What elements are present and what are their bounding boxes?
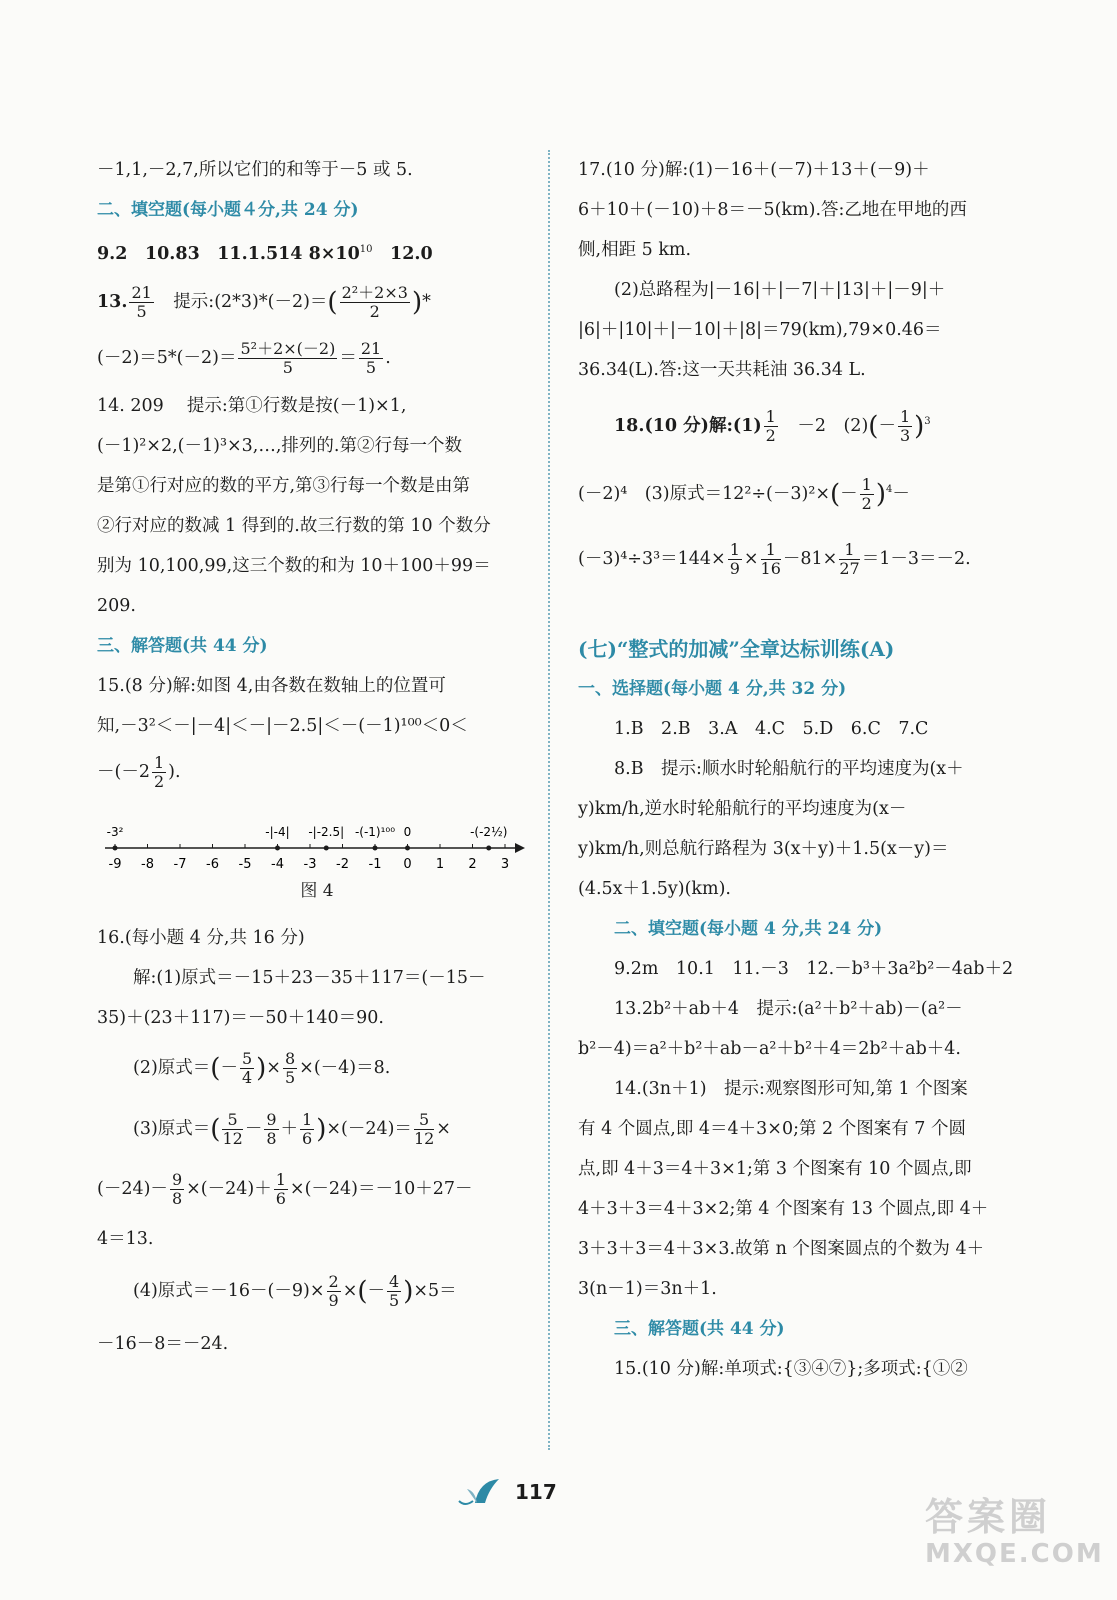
- answer-16-line: －16－8＝－24.: [97, 1333, 229, 1354]
- fraction: $\frac{1}{16}$: [760, 539, 781, 578]
- answer-15-line: －(－2 $\frac{1}{2}$ ).: [97, 753, 181, 792]
- figure-caption: 图 4: [300, 881, 334, 902]
- fraction: $\frac{5}{4}$: [241, 1049, 253, 1088]
- point-label: -|-4|: [265, 825, 290, 840]
- answer-16-head: 16.(每小题 4 分,共 16 分): [97, 928, 305, 949]
- page-number: 117: [515, 1480, 557, 1504]
- answer-16-line: (3)原式＝( $\frac{5}{12}$ － $\frac{9}{8}$ ＋ $\frac{1}{6}$ )×(－24)＝ $\frac{5}{12}$ ×: [133, 1109, 451, 1148]
- answer-9-12: 9.2 10.83 11.1.514 $8\times 10^{10}$ 12.0: [97, 243, 433, 264]
- point-label: -(-2½): [470, 825, 508, 840]
- fraction: $\frac{9}{8}$: [266, 1109, 277, 1148]
- answer-14-line: ②行对应的数减 1 得到的.故三行数的第 10 个数分: [97, 516, 491, 537]
- section-heading: 三、解答题(共 44 分): [614, 1318, 785, 1339]
- fraction: $\frac{1}{2}$: [765, 406, 776, 445]
- fraction: $\frac{\text{5²＋2×(－2)}}{5}$: [240, 339, 336, 378]
- answer-8-line: (4.5x＋1.5y)(km).: [578, 878, 731, 899]
- fraction: $\frac{1}{6}$: [275, 1170, 286, 1209]
- point-dot: [405, 846, 410, 851]
- fraction: $\frac{21}{5}$: [131, 282, 152, 321]
- number-line-svg: [97, 806, 537, 876]
- point-label: -|-2.5|: [308, 825, 345, 840]
- fraction: $\frac{21}{5}$: [360, 339, 382, 378]
- tick-label: -6: [206, 857, 219, 873]
- tick-label: 1: [435, 857, 445, 873]
- publisher-logo-icon: [455, 1475, 505, 1513]
- text-line: －1,1,－2,7,所以它们的和等于－5 或 5.: [97, 160, 413, 180]
- answer-15-line: 15.(10 分)解:单项式:{③④⑦};多项式:{①②: [614, 1358, 968, 1379]
- answer-17-line: 6＋10＋(－10)＋8＝－5(km).答:乙地在甲地的西: [578, 200, 967, 220]
- answer-17-line: 36.34(L).答:这一天共耗油 36.34 L.: [578, 360, 866, 380]
- watermark-logo-text: 答案圈: [925, 1495, 1052, 1539]
- answer-8-line: 8.B 提示:顺水时轮船航行的平均速度为(x＋: [614, 758, 964, 779]
- answer-14-line: 3＋3＋3＝4＋3×3.故第 n 个图案圆点的个数为 4＋: [578, 1238, 985, 1259]
- fraction: $\frac{1}{9}$: [729, 539, 740, 578]
- tick-label: 0: [403, 857, 412, 873]
- answer-16-line: (－24)－ $\frac{9}{8}$ ×(－24)＋ $\frac{1}{6}$ ×(－24)＝－10＋27－: [97, 1170, 473, 1209]
- answer-8-line: y)km/h,则总航行路程为 3(x＋y)＋1.5(x－y)＝: [578, 838, 949, 859]
- answer-18-line: 18.(10 分)解:(1) $\frac{1}{2}$ －2 (2)(－ $\frac{1}{3}$ )$^3$: [614, 406, 931, 445]
- fraction: $\frac{1}{3}$: [899, 406, 911, 445]
- answer-17-line: (2)总路程为|－16|＋|－7|＋|13|＋|－9|＋: [614, 280, 946, 300]
- answer-14-line: 别为 10,100,99,这三个数的和为 10＋100＋99＝: [97, 556, 491, 577]
- answer-14-line: 有 4 个圆点,即 4＝4＋3×0;第 2 个图案有 7 个圆: [578, 1118, 966, 1139]
- point-dot: [373, 846, 378, 851]
- section-heading: 二、填空题(每小题 4 分,共 24 分): [614, 918, 883, 939]
- fraction: $\frac{5}{12}$: [413, 1109, 435, 1148]
- answer-14-line: 14. 209 提示:第①行数是按(－1)×1,: [97, 396, 407, 417]
- fraction: $\frac{5}{12}$: [222, 1109, 243, 1148]
- tick-label: -7: [173, 857, 187, 873]
- answer-16-line: (4)原式＝－16－(－9)× $\frac{2}{9}$ ×(－ $\frac{4}{5}$ )×5＝: [133, 1272, 457, 1311]
- answer-18-line: (－3)⁴÷3³＝144× $\frac{1}{9}$ × $\frac{1}{16}$ －81× $\frac{1}{27}$ ＝1－3＝－2.: [578, 539, 971, 578]
- fraction: $\frac{2}{9}$: [328, 1272, 339, 1311]
- tick-label: -3: [303, 857, 317, 873]
- answer-18-line: (－2)⁴ (3)原式＝12²÷(－3)²×(－ $\frac{1}{2}$ )$^4$－: [578, 475, 910, 514]
- tick-label: 3: [500, 857, 510, 873]
- answer-16-line: 解:(1)原式＝－15＋23－35＋117＝(－15－: [133, 968, 486, 989]
- answer-17-line: |6|＋|10|＋|－10|＋|8|＝79(km),79×0.46＝: [578, 320, 942, 340]
- arrow-head: [515, 843, 525, 853]
- answer-16-line: 35)＋(23＋117)＝－50＋140＝90.: [97, 1008, 384, 1029]
- chapter-title: (七)“整式的加减”全章达标训练(A): [578, 636, 895, 661]
- tick-label: 2: [468, 857, 477, 873]
- left-column: [97, 150, 537, 1364]
- answer-8-line: y)km/h,逆水时轮船航行的平均速度为(x－: [578, 798, 907, 819]
- tick-label: -2: [336, 857, 349, 873]
- answers-1-7: 1.B 2.B 3.A 4.C 5.D 6.C 7.C: [614, 718, 929, 739]
- section-heading: 三、解答题(共 44 分): [97, 636, 268, 657]
- tick-label: -4: [271, 857, 284, 873]
- answer-16-line: (2)原式＝(－ $\frac{5}{4}$ )× $\frac{8}{5}$ ×(－4)＝8.: [133, 1049, 391, 1088]
- tick-label: -8: [141, 857, 154, 873]
- point-dot: [113, 846, 118, 851]
- number-line-figure: [97, 806, 537, 876]
- answer-15-line: 15.(8 分)解:如图 4,由各数在数轴上的位置可: [97, 676, 446, 697]
- answer-14-line: 14.(3n＋1) 提示:观察图形可知,第 1 个图案: [614, 1078, 968, 1099]
- answer-14-line: 是第①行对应的数的平方,第③行每一个数是由第: [97, 476, 471, 497]
- watermark-url: MXQE.COM: [925, 1539, 1104, 1569]
- answer-14-line: 点,即 4＋3＝4＋3×1;第 3 个图案有 10 个圆点,即: [578, 1158, 972, 1179]
- fraction: $\frac{4}{5}$: [389, 1272, 400, 1311]
- answer-13-line: 13.2b²＋ab＋4 提示:(a²＋b²＋ab)－(a²－: [614, 998, 963, 1019]
- point-dot: [486, 846, 491, 851]
- point-dot: [324, 846, 329, 851]
- answer-13: 13. $\frac{21}{5}$ 提示:(2*3)*(－2)＝( $\frac{\text{2²＋2×3}}{2}$ )*: [97, 282, 431, 321]
- point-label: -3²: [106, 825, 124, 840]
- answers-9-12: 9.2m 10.1 11.－3 12.－b³＋3a²b²－4ab＋2: [614, 958, 1014, 979]
- watermark: [925, 1495, 1104, 1569]
- tick-label: -9: [108, 857, 122, 873]
- answer-14-line: 209.: [97, 596, 136, 617]
- section-heading: 一、选择题(每小题 4 分,共 32 分): [578, 678, 847, 699]
- answer-15-line: 知,－3²＜－|－4|＜－|－2.5|＜－(－1)¹⁰⁰＜0＜: [97, 716, 468, 737]
- section-heading: 二、填空题(每小题４分,共 24 分): [97, 200, 359, 220]
- fraction: $\frac{8}{5}$: [284, 1049, 296, 1088]
- point-dot: [275, 846, 280, 851]
- right-column: [578, 150, 1024, 1389]
- point-label: 0: [403, 825, 412, 840]
- answer-17-line: 侧,相距 5 km.: [578, 240, 692, 260]
- answer-17-line: 17.(10 分)解:(1)－16＋(－7)＋13＋(－9)＋: [578, 160, 930, 180]
- answer-14-line: 4＋3＋3＝4＋3×2;第 4 个图案有 13 个圆点,即 4＋: [578, 1198, 989, 1219]
- fraction: $\frac{1}{2}$: [861, 475, 872, 514]
- fraction: $\frac{9}{8}$: [171, 1170, 183, 1209]
- fraction: $\frac{1}{6}$: [302, 1109, 313, 1148]
- tick-label: -5: [238, 857, 252, 873]
- fraction: $\frac{\text{2²＋2×3}}{2}$: [341, 282, 408, 321]
- answer-13-line: b²－4)＝a²＋b²＋ab－a²＋b²＋4＝2b²＋ab＋4.: [578, 1038, 961, 1059]
- fraction: $\frac{1}{2}$: [153, 753, 165, 792]
- tick-label: -1: [368, 857, 382, 873]
- point-label: -(-1)¹⁰⁰: [354, 825, 396, 840]
- answer-13-cont: (－2)＝5*(－2)＝ $\frac{\text{5²＋2×(－2)}}{5}$ ＝ $\frac{21}{5}$ .: [97, 339, 391, 378]
- answer-14-line: (－1)²×2,(－1)³×3,…,排列的.第②行每一个数: [97, 436, 462, 457]
- answer-14-line: 3(n－1)＝3n＋1.: [578, 1278, 717, 1299]
- column-divider: [548, 150, 550, 1450]
- fraction: $\frac{1}{27}$: [839, 539, 860, 578]
- answer-16-line: 4＝13.: [97, 1229, 154, 1250]
